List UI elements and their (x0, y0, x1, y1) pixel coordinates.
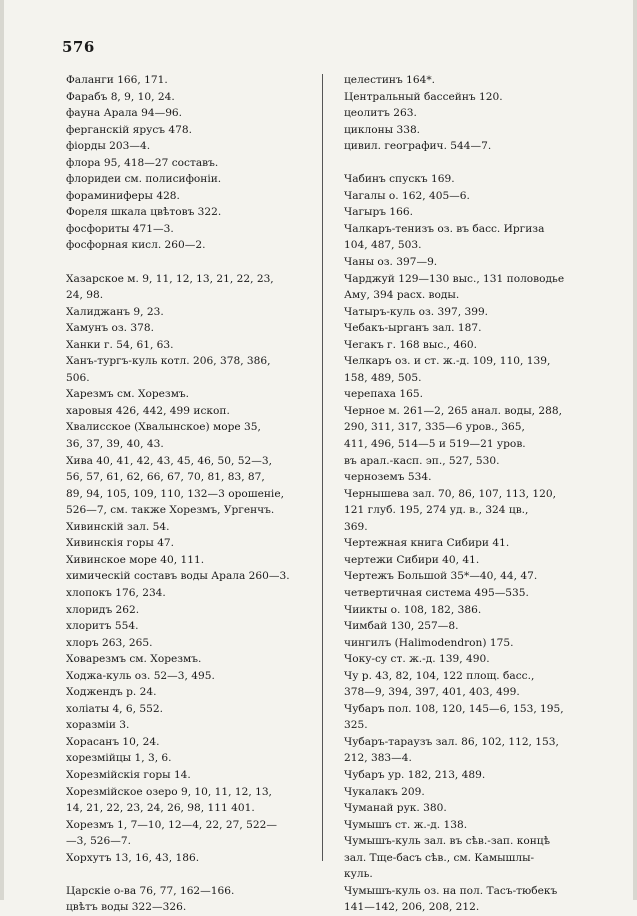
index-entry: Чумышъ-куль оз. на пол. Тасъ-тюбекъ (344, 884, 558, 897)
index-entry: Чабинъ спускъ 169. (344, 173, 455, 186)
page-number: 576 (62, 38, 95, 56)
index-entry: Чагалы о. 162, 405—6. (344, 189, 470, 202)
index-entry: 212, 383—4. (344, 752, 412, 765)
index-entry: куль. (344, 868, 373, 881)
index-entry: Чарджуй 129—130 выс., 131 половодье (344, 272, 565, 285)
index-entry: Фарабъ 8, 9, 10, 24. (66, 90, 175, 103)
section-gap (66, 866, 312, 883)
index-entry: хлоръ 263, 265. (66, 636, 153, 649)
index-entry: чертежи Сибири 40, 41. (344, 553, 480, 566)
index-entry: 411, 496, 514—5 и 519—21 уров. (344, 438, 526, 451)
index-entry: Чоку-су ст. ж.-д. 139, 490. (344, 653, 490, 666)
index-entry: циклоны 338. (344, 123, 421, 136)
index-entry: —3, 526—7. (66, 835, 131, 848)
index-entry: Фаланги 166, 171. (66, 74, 168, 86)
index-entry: флора 95, 418—27 составъ. (66, 156, 219, 169)
index-entry: 36, 37, 39, 40, 43. (66, 438, 164, 451)
index-entry: Чегакъ г. 168 выс., 460. (344, 338, 477, 351)
index-entry: Хорхутъ 13, 16, 43, 186. (66, 851, 200, 864)
index-entry: 24, 98. (66, 289, 104, 302)
index-entry: чингилъ (Halimodendron) 175. (344, 636, 514, 649)
index-entry: харовыя 426, 442, 499 ископ. (66, 404, 230, 417)
index-entry: Хвалисское (Хвалынское) море 35, (66, 421, 261, 434)
index-entry: Хорезмійскія горы 14. (66, 768, 191, 781)
index-entry: Хазарское м. 9, 11, 12, 13, 21, 22, 23, (66, 272, 274, 285)
index-entry: 141—142, 206, 208, 212. (344, 901, 480, 914)
index-entry: 526—7, см. также Хорезмъ, Ургенчъ. (66, 504, 275, 517)
index-entry: флоридеи см. полисифоніи. (66, 173, 222, 186)
index-entry: 506. (66, 371, 90, 384)
index-entry: хлоридъ 262. (66, 603, 140, 616)
index-entry: хлопокъ 176, 234. (66, 586, 166, 599)
section-gap (344, 155, 590, 172)
index-entry: въ арал.-касп. эп., 527, 530. (344, 454, 500, 467)
index-entry: четвертичная система 495—535. (344, 586, 529, 599)
index-entry: Чумышъ ст. ж.-д. 138. (344, 818, 468, 831)
index-entry: холіаты 4, 6, 552. (66, 702, 163, 715)
section-gap (66, 254, 312, 271)
index-entry: Хамунъ оз. 378. (66, 322, 154, 335)
index-entry: Царскіе о-ва 76, 77, 162—166. (66, 884, 235, 897)
index-entry: Хивинскія горы 47. (66, 537, 175, 550)
index-entry: хоразміи 3. (66, 719, 130, 732)
index-entry: 56, 57, 61, 62, 66, 67, 70, 81, 83, 87, (66, 471, 265, 484)
index-entry: Чертежъ Большой 35*—40, 44, 47. (344, 570, 538, 583)
index-entry: 104, 487, 503. (344, 239, 422, 252)
index-entry: Чубаръ пол. 108, 120, 145—6, 153, 195, (344, 702, 564, 715)
index-entry: Хорасанъ 10, 24. (66, 735, 160, 748)
index-entry: фауна Арала 94—96. (66, 107, 183, 120)
index-entry: Ходжендъ р. 24. (66, 686, 157, 699)
index-entry: Чернышева зал. 70, 86, 107, 113, 120, (344, 487, 556, 500)
index-entry: 121 глуб. 195, 274 уд. в., 324 цв., (344, 504, 529, 517)
index-entry: Чагыръ 166. (344, 206, 413, 219)
index-entry: Хива 40, 41, 42, 43, 45, 46, 50, 52—3, (66, 454, 272, 467)
index-entry: Чалкаръ-тенизъ оз. въ басс. Иргиза (344, 222, 545, 235)
index-entry: Чаны оз. 397—9. (344, 256, 438, 269)
index-entry: Хорезмъ 1, 7—10, 12—4, 22, 27, 522— (66, 818, 277, 831)
index-entry: фіорды 203—4. (66, 140, 151, 153)
index-entry: 89, 94, 105, 109, 110, 132—3 орошеніе, (66, 487, 284, 500)
index-entry: 325. (344, 719, 368, 732)
index-entry: 158, 489, 505. (344, 371, 422, 384)
index-entry: черноземъ 534. (344, 471, 432, 484)
index-entry: черепаха 165. (344, 388, 423, 401)
index-entry: цивил. географич. 544—7. (344, 140, 492, 153)
index-entry: Харезмъ см. Хорезмъ. (66, 388, 190, 401)
index-entry: Чубаръ-тараузъ зал. 86, 102, 112, 153, (344, 735, 559, 748)
index-entry: Чатыръ-куль оз. 397, 399. (344, 305, 489, 318)
index-entry: Ханки г. 54, 61, 63. (66, 338, 174, 351)
page-edge-right (633, 0, 637, 900)
index-entry: 290, 311, 317, 335—6 уров., 365, (344, 421, 525, 434)
index-entry: фосфорная кисл. 260—2. (66, 239, 206, 252)
index-entry: Аму, 394 расх. воды. (344, 289, 460, 302)
index-entry: Центральный бассейнъ 120. (344, 90, 503, 103)
index-entry: Хорезмійское озеро 9, 10, 11, 12, 13, (66, 785, 272, 798)
index-entry: фосфориты 471—3. (66, 222, 174, 235)
index-entry: Халиджанъ 9, 23. (66, 305, 164, 318)
column-divider (322, 74, 323, 861)
index-entry: химическій составъ воды Арала 260—3. (66, 570, 290, 583)
index-entry: хорезмійцы 1, 3, 6. (66, 752, 172, 765)
index-entry: Чуманай рук. 380. (344, 802, 447, 815)
index-entry: Челкаръ оз. и ст. ж.-д. 109, 110, 139, (344, 355, 551, 368)
right-column (344, 72, 590, 916)
index-entry: Чубаръ ур. 182, 213, 489. (344, 768, 486, 781)
index-entry: Чу р. 43, 82, 104, 122 площ. басс., (344, 669, 535, 682)
index-entry: целестинъ 164*. (344, 74, 435, 86)
index-entry: Ховарезмъ см. Хорезмъ. (66, 653, 202, 666)
index-entry: Черное м. 261—2, 265 анал. воды, 288, (344, 404, 562, 417)
left-column (66, 72, 312, 916)
index-entry: 369. (344, 520, 368, 533)
index-entry: ферганскій ярусъ 478. (66, 123, 192, 136)
index-entry: Хивинское море 40, 111. (66, 553, 205, 566)
index-entry: Чертежная книга Сибири 41. (344, 537, 510, 550)
page-edge-left (0, 0, 4, 900)
index-entry: хлоритъ 554. (66, 620, 139, 633)
index-entry: 14, 21, 22, 23, 24, 26, 98, 111 401. (66, 802, 255, 815)
index-entry: Ходжа-куль оз. 52—3, 495. (66, 669, 215, 682)
index-entry: Чимбай 130, 257—8. (344, 620, 459, 633)
index-entry: Чиикты о. 108, 182, 386. (344, 603, 482, 616)
index-entry: Фореля шкала цвѣтовъ 322. (66, 206, 222, 219)
index-entry: фораминиферы 428. (66, 189, 180, 202)
index-entry: Чукалакъ 209. (344, 785, 425, 798)
index-entry: зал. Тще-басъ сѣв., см. Камышлы- (344, 851, 535, 864)
index-entry: цвѣтъ воды 322—326. (66, 901, 187, 914)
index-entry: цеолитъ 263. (344, 107, 417, 120)
index-entry: Чумышъ-куль зал. въ сѣв.-зап. концѣ (344, 835, 550, 848)
index-entry: Ханъ-тургъ-куль котл. 206, 378, 386, (66, 355, 271, 368)
index-entry: 378—9, 394, 397, 401, 403, 499. (344, 686, 520, 699)
index-entry: Хивинскій зал. 54. (66, 520, 170, 533)
index-entry: Чебакъ-ырганъ зал. 187. (344, 322, 482, 335)
